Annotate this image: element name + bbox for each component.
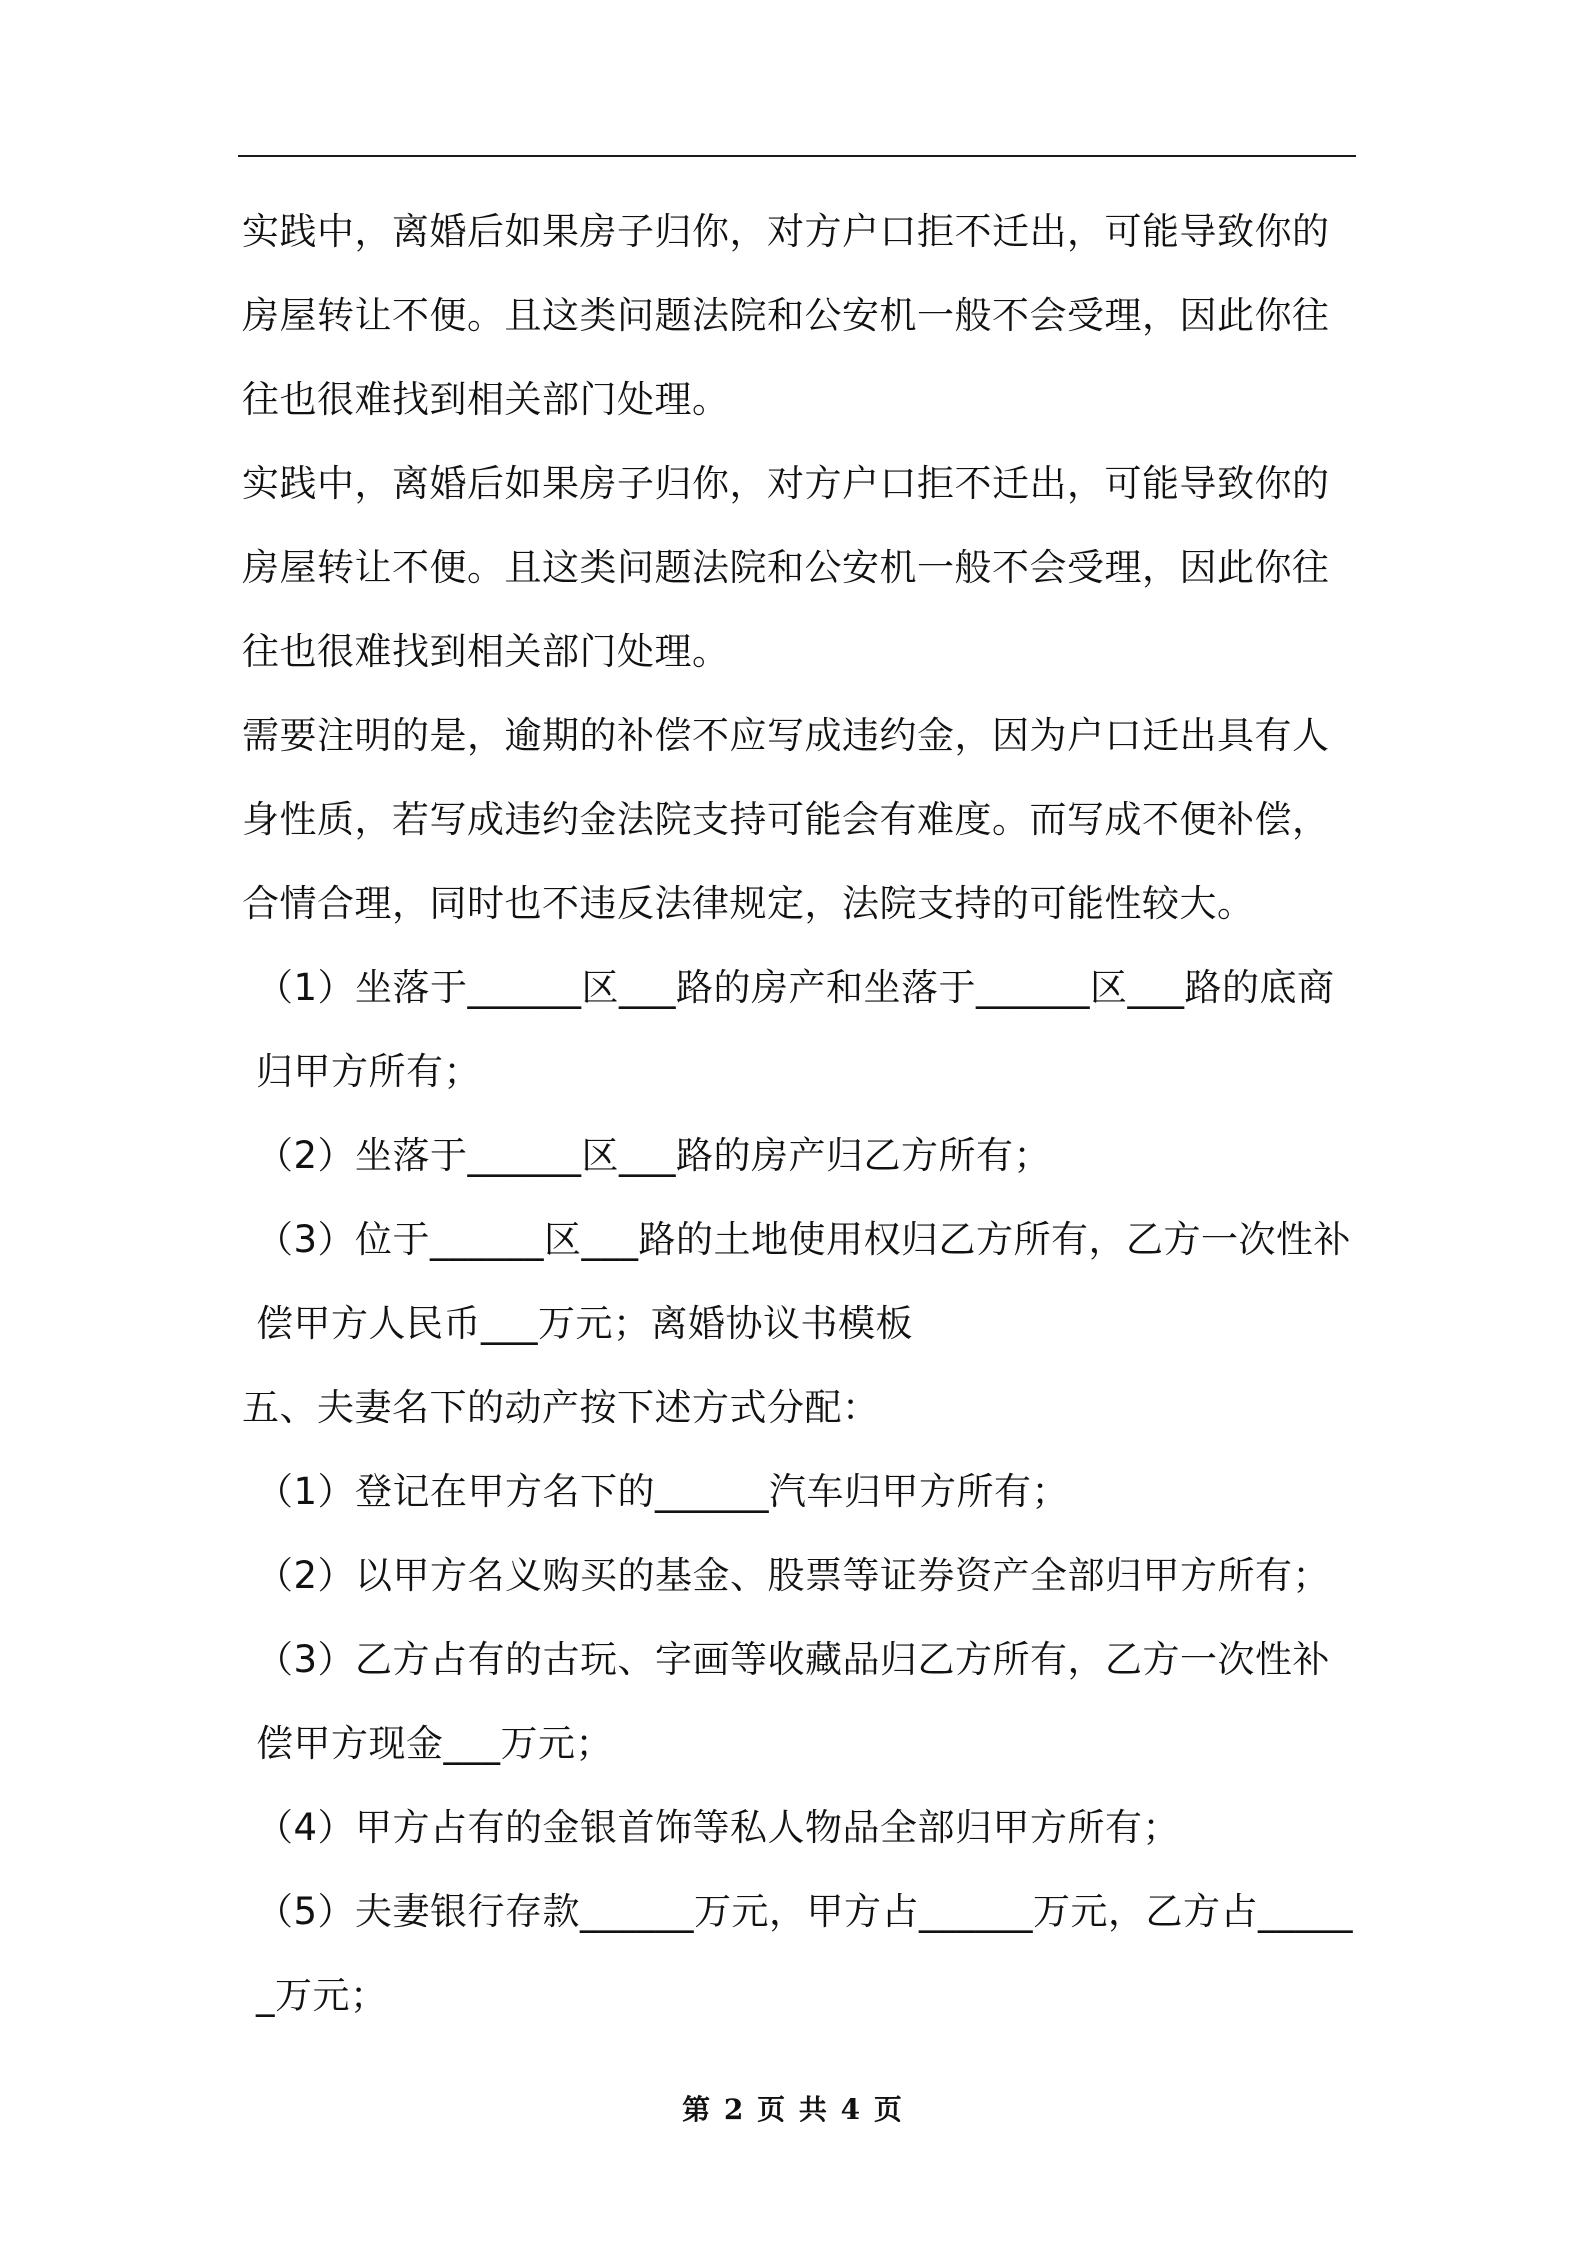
section-heading-movable-property: 五、夫妻名下的动产按下述方式分配： [242, 1386, 880, 1429]
clause-bank-deposits: （5）夫妻银行存款______万元，甲方占______万元，乙方占______万元； [256, 1890, 1354, 2017]
header-divider [238, 155, 1356, 157]
clause-land-use-right: （3）位于______区___路的土地使用权归乙方所有，乙方一次性补偿甲方人民币___万元；离婚协议书模板 [256, 1218, 1352, 1345]
clause-collectibles: （3）乙方占有的古玩、字画等收藏品归乙方所有，乙方一次性补偿甲方现金___万元； [256, 1638, 1331, 1765]
paragraph-household-registration-2: 实践中，离婚后如果房子归你，对方户口拒不迁出，可能导致你的房屋转让不便。且这类问题法院和公安机一般不会受理，因此你往往也很难找到相关部门处理。 [242, 462, 1330, 673]
clause-real-estate-2: （2）坐落于______区___路的房产归乙方所有； [256, 1134, 1052, 1177]
clause-jewelry: （4）甲方占有的金银首饰等私人物品全部归甲方所有； [256, 1806, 1181, 1849]
page-footer-indicator: 第 2 页 共 4 页 [682, 2093, 904, 2126]
paragraph-compensation-note: 需要注明的是，逾期的补偿不应写成违约金，因为户口迁出具有人身性质，若写成违约金法院支持可能会有难度。而写成不便补偿，合情合理，同时也不违反法律规定，法院支持的可能性较大。 [242, 714, 1330, 925]
clause-securities: （2）以甲方名义购买的基金、股票等证券资产全部归甲方所有； [256, 1554, 1331, 1597]
clause-vehicle: （1）登记在甲方名下的______汽车归甲方所有； [256, 1470, 1070, 1513]
clause-real-estate-1: （1）坐落于______区___路的房产和坐落于______区___路的底商归甲方所有； [256, 966, 1335, 1093]
paragraph-household-registration-1: 实践中，离婚后如果房子归你，对方户口拒不迁出，可能导致你的房屋转让不便。且这类问题法院和公安机一般不会受理，因此你往往也很难找到相关部门处理。 [242, 210, 1330, 421]
document-body [242, 190, 1356, 2038]
